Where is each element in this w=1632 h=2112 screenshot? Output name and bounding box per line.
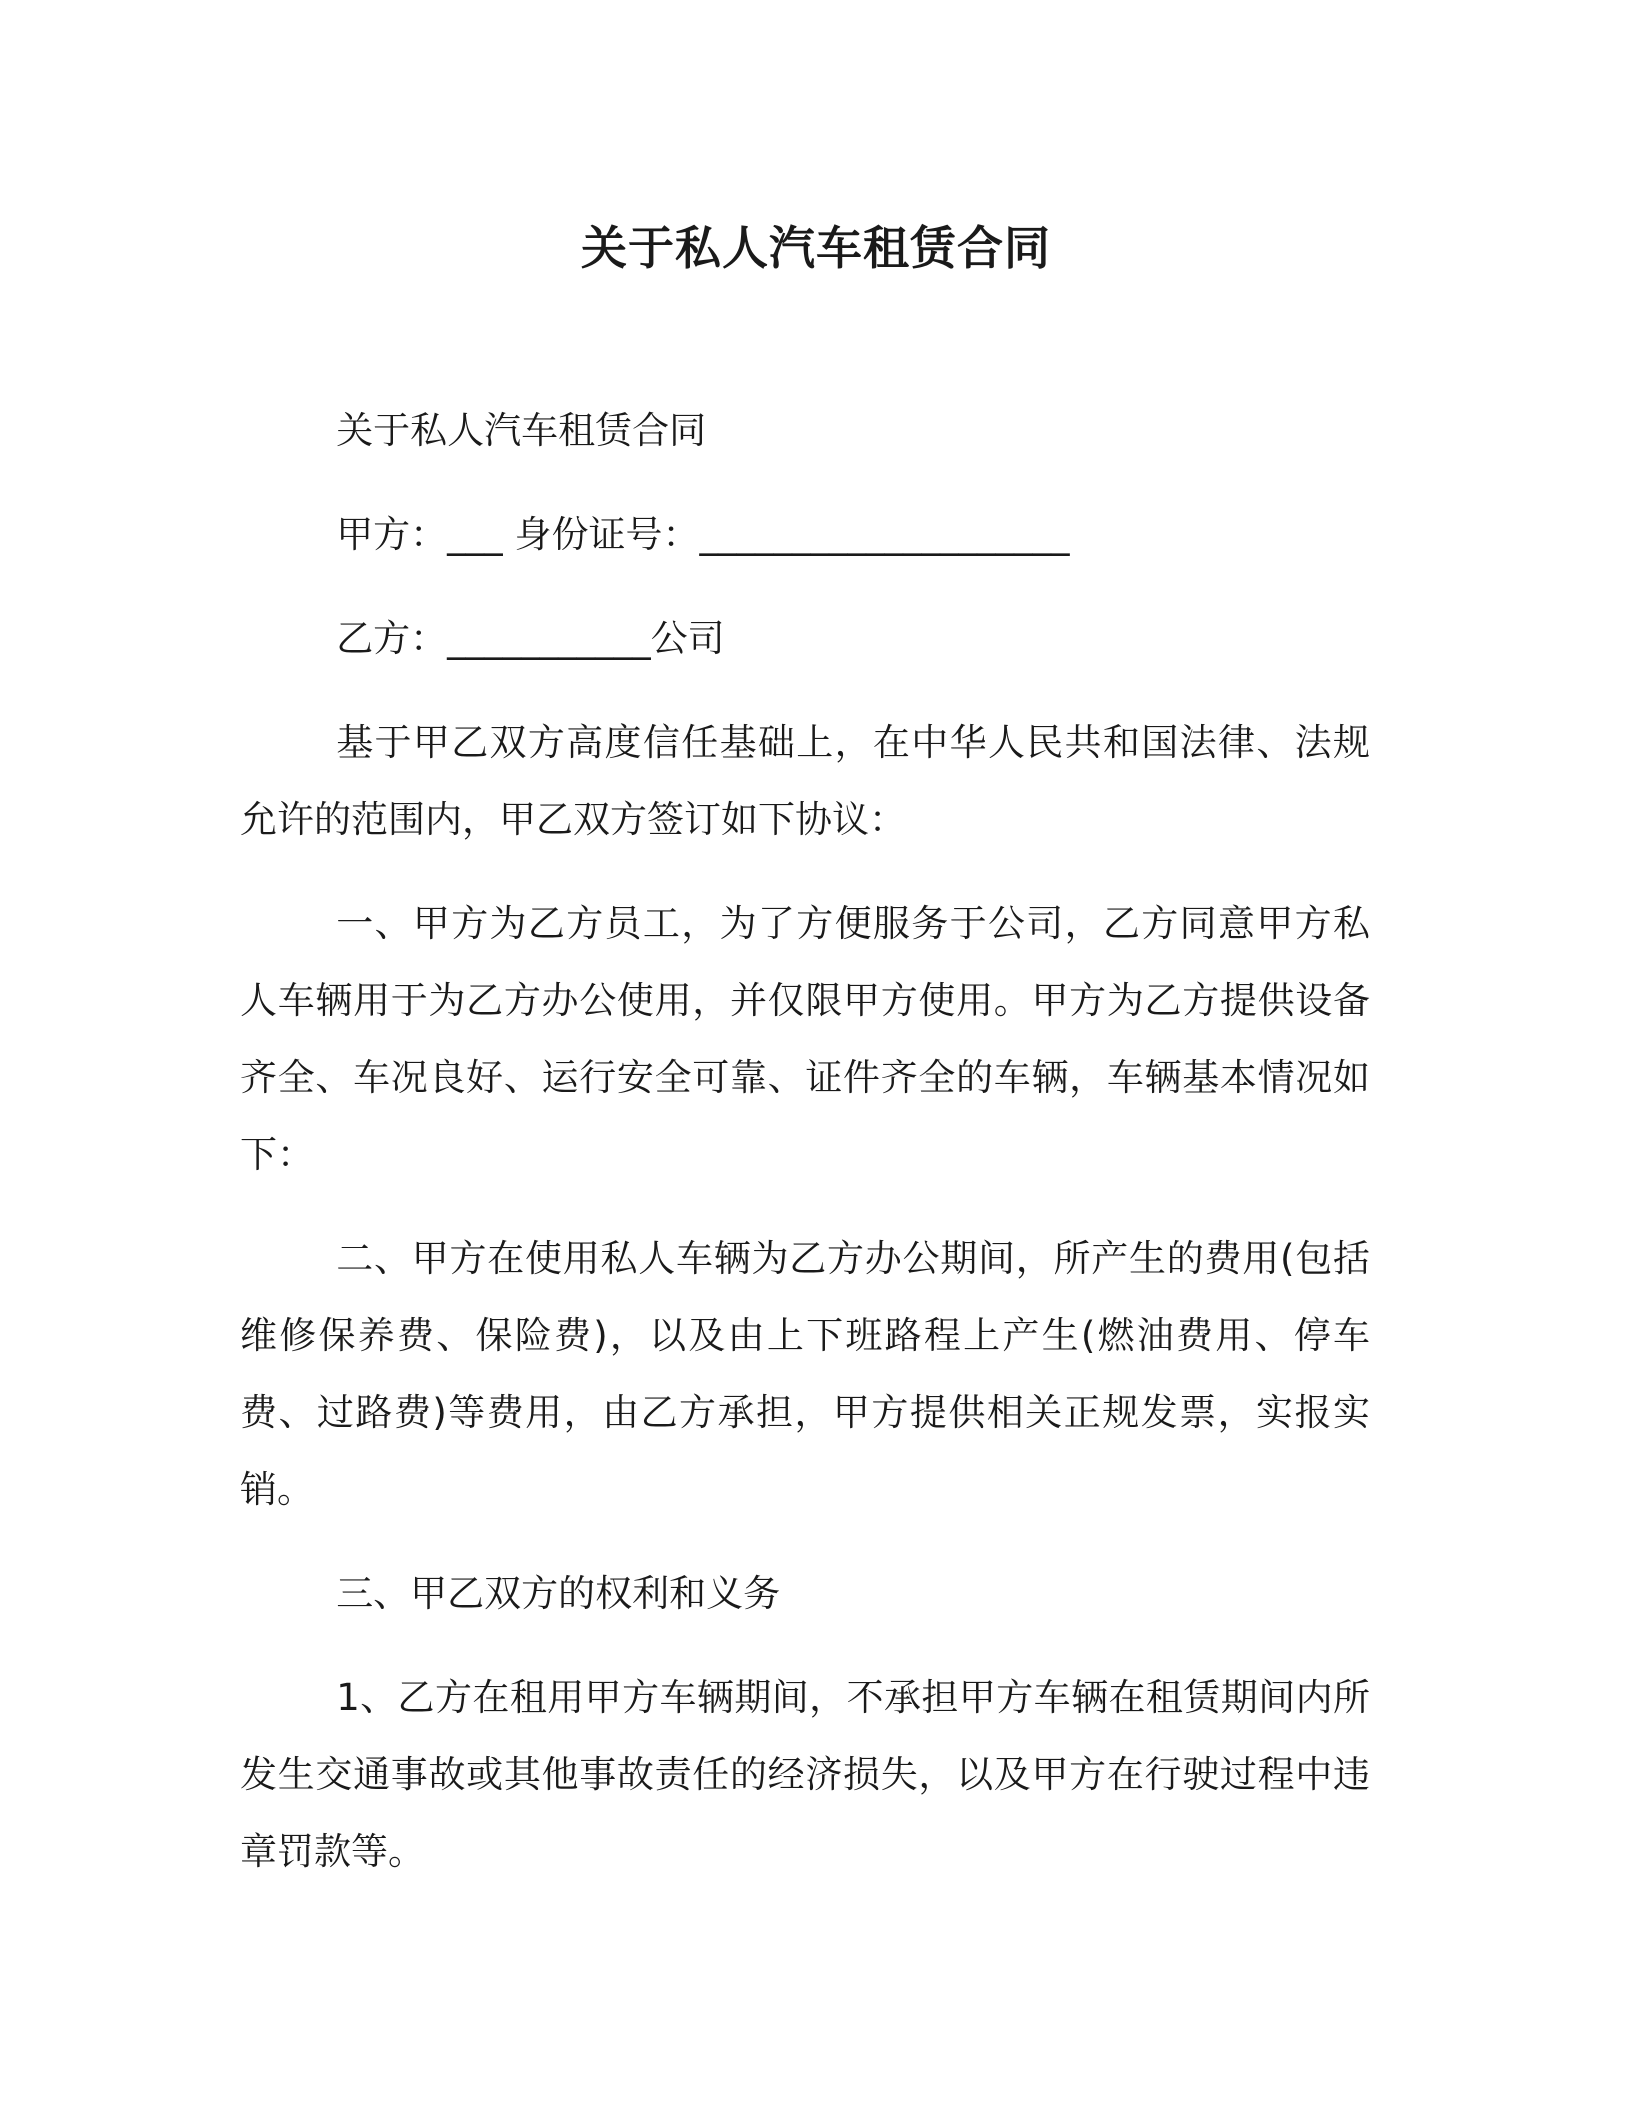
paragraph-clause-1: 一、甲方为乙方员工，为了方便服务于公司，乙方同意甲方私人车辆用于为乙方办公使用，并仅限甲方使用。甲方为乙方提供设备齐全、车况良好、运行安全可靠、证件齐全的车辆，车辆基本情况如下：: [240, 902, 1370, 1176]
paragraph-clause-3-item-1: 1、乙方在租用甲方车辆期间，不承担甲方车辆在租赁期间内所发生交通事故或其他事故责任的经济损失，以及甲方在行驶过程中违章罚款等。: [240, 1676, 1370, 1873]
paragraph-preamble: 基于甲乙双方高度信任基础上，在中华人民共和国法律、法规允许的范围内，甲乙双方签订如下协议：: [240, 721, 1370, 841]
paragraph-clause-2: 二、甲方在使用私人车辆为乙方办公期间，所产生的费用(包括维修保养费、保险费)，以及由上下班路程上产生(燃油费用、停车费、过路费)等费用，由乙方承担，甲方提供相关正规发票，实报实销。: [240, 1237, 1370, 1511]
paragraph-heading: 关于私人汽车租赁合同: [336, 409, 707, 452]
document-body: [240, 392, 1370, 1917]
paragraph-clause-3-heading: 三、甲乙双方的权利和义务: [336, 1572, 781, 1615]
paragraph-party-a: 甲方：___ 身份证号：____________________: [336, 513, 1070, 556]
paragraph-party-b: 乙方：___________公司: [336, 617, 725, 660]
document-title: 关于私人汽车租赁合同: [581, 221, 1051, 275]
